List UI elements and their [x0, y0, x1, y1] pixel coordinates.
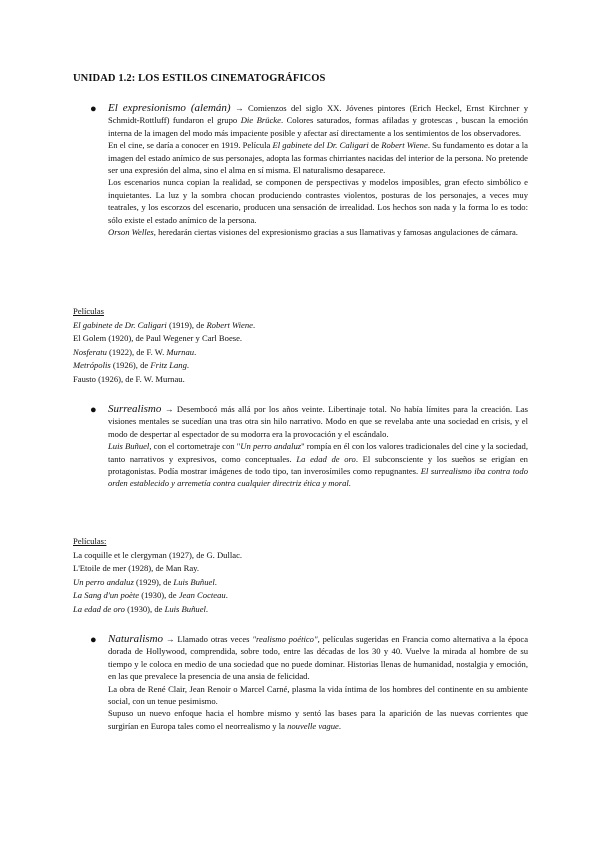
paragraph: La obra de René Clair, Jean Renoir o Marcel Carné, plasma la vida íntima de los hombres del continente en su ambiente social, con un tenue pesimismo.: [108, 683, 528, 707]
arrow: →: [163, 634, 178, 644]
film-list-label: Películas:: [73, 536, 107, 546]
paragraph: Los escenarios nunca copian la realidad, se componen de perspectivas y modelos imposibles, gran efecto simbólico e inquietantes. La luz y la sombra chocan produciendo contrastes violentos, posturas de los personajes, a veces muy teatrales, y los escorzos del escenario, producen una sensación de irrealidad. Los hechos son nada y la forma lo es todo: sólo existe el estado anímico de la persona.: [108, 177, 528, 225]
italic-text: La Sang d'un poète: [73, 590, 140, 600]
paragraph: [108, 139, 528, 176]
text: El Golem (1920), de Paul Wegener y Carl Boese.: [73, 333, 243, 343]
paragraph: [108, 102, 528, 139]
paragraph: [108, 403, 528, 440]
arrow: →: [230, 103, 248, 113]
film-item: [73, 589, 373, 603]
text: .: [338, 720, 341, 731]
paragraph: [108, 707, 528, 732]
italic-text: nouvelle vague: [287, 720, 339, 731]
text: Fausto (1926), de F. W. Murnau.: [73, 373, 185, 384]
text: .: [214, 576, 217, 587]
text: L'Etoile de mer (1928), de Man Ray.: [73, 563, 200, 573]
italic-text: El gabinete del Dr. Caligari: [272, 140, 369, 151]
italic-text: El gabinete de Dr. Caligari: [73, 319, 167, 330]
italic-text: El surrealismo iba contra todo orden establecido y arremetía contra cualquier directriz ética y moral.: [108, 466, 528, 489]
film-item: [73, 332, 373, 346]
film-item: [73, 549, 373, 563]
italic-text: Jean Cocteau: [178, 590, 226, 600]
page-title: UNIDAD 1.2: LOS ESTILOS CINEMATOGRÁFICOS: [73, 73, 326, 84]
text: .: [194, 346, 197, 357]
section-surrealismo: [108, 403, 528, 490]
text: En el cine, se daría a conocer en 1919. Película: [108, 140, 273, 151]
italic-text: Un perro andaluz: [240, 441, 302, 452]
italic-text: "realismo poético": [252, 634, 318, 644]
italic-text: Nosferatu: [73, 346, 107, 357]
text: , con el cortometraje con ": [149, 441, 241, 452]
section-heading: Naturalismo: [108, 633, 164, 645]
film-list-1: [73, 305, 373, 386]
film-item: [73, 373, 373, 387]
italic-text: Fritz Lang: [150, 360, 187, 370]
text: Supuso un nuevo enfoque hacia el hombre mismo y sentó las bases para la aparición de las nuevas corrientes que surgirían en Europa tales como el neorrealismo y la: [108, 708, 528, 731]
text: La coquille et le clergyman (1927), de G. Dullac.: [73, 549, 243, 560]
text: .: [252, 319, 256, 330]
text: (1930), de: [139, 590, 179, 600]
section-naturalismo: [108, 633, 528, 732]
text: . Colores saturados, formas afiladas y grotescas , buscan la emoción interna de la imagen del modo más impaciente posible y afectar así directamente a los sentimientos de los observadores.: [108, 115, 529, 138]
italic-text: La edad de oro: [73, 603, 125, 614]
text: (1930), de: [124, 603, 165, 614]
film-item: [73, 319, 373, 333]
text: . Su fundamento es dotar a la imagen del estado anímico de sus personajes, adopta las formas chirriantes nacidas del interior de la persona. No pretende ser una expresión del alma, sino el alma en sí misma. El naturalismo desaparece.: [108, 140, 528, 176]
text: .: [186, 360, 190, 370]
text: Comienzos del siglo XX. Jóvenes pintores (Erich Heckel, Ernst Kirchner y Schmidt-Rottluff) fundaron el grupo: [108, 103, 529, 126]
paragraph: [108, 633, 528, 683]
text: (1926), de: [110, 360, 151, 370]
film-item: [73, 346, 373, 360]
text: .: [205, 603, 209, 614]
film-item: [73, 576, 373, 590]
italic-text: Die Brücke: [240, 115, 281, 126]
bullet-marker: ●: [90, 404, 97, 416]
italic-text: Luis Buñuel: [164, 603, 206, 614]
paragraph: [108, 440, 528, 490]
film-list-label: Películas: [73, 306, 105, 316]
text: . El subconsciente y los sueños se erigían en protagonistas. Podía mostrar imágenes de todo tipo, tan inverosímiles como repugnantes.: [108, 453, 528, 477]
film-item: [73, 359, 373, 373]
italic-text: Un perro andaluz: [73, 576, 134, 587]
text: , heredarán ciertas visiones del expresionismo gracias a sus llamativas y famosas angulaciones de cámara.: [153, 227, 518, 238]
text: " rompía en él con los valores tradicionales del cine y la sociedad, tanto narrativos y expresivos, como conceptuales.: [108, 441, 528, 464]
italic-text: Metrópolis: [73, 360, 111, 370]
text: (1919), de: [166, 319, 207, 330]
section-heading: Surrealismo: [108, 403, 162, 415]
film-list-2: [73, 535, 373, 616]
section-expresionismo: [108, 102, 528, 238]
section-heading: El expresionismo (alemán): [108, 102, 231, 114]
italic-text: Robert Wiene: [206, 319, 253, 330]
text: (1922), de F. W.: [106, 346, 167, 357]
text: , películas sugeridas en Francia como alternativa a la época dorada de Hollywood, comprendida, sobre todo, entre las décadas de los 30 y 40. Vuelve la mirada al hombre de su tiempo y le coloca en medio de una sociedad que no puede dominar. Historias llenas de humanidad, nostalgia y emoción, en las que prevalece la presencia de una ansia de felicidad.: [108, 634, 529, 682]
text: Llamado otras veces: [177, 634, 253, 644]
arrow: →: [161, 404, 177, 414]
bullet-marker: ●: [90, 634, 97, 646]
text: de: [368, 140, 382, 151]
italic-text: Robert Wiene: [381, 140, 428, 151]
italic-text: Luis Buñuel: [108, 441, 150, 452]
film-item: [73, 562, 373, 576]
italic-text: Orson Welles: [108, 227, 154, 238]
text: (1929), de: [133, 576, 174, 587]
paragraph: [108, 226, 528, 238]
italic-text: Murnau: [166, 346, 195, 357]
text: Desembocó más allá por los años veinte. Libertinaje total. No había límites para la creación. Las visiones mentales se sucedían una tras otra sin hilo narrativo. Modo en que se revelaba ante una sociedad en crisis, y el modo de despertar al espectador de su modorra era la provocación y el escándalo.: [108, 404, 528, 439]
text: .: [225, 590, 228, 600]
film-item: [73, 603, 373, 617]
italic-text: La edad de oro: [296, 453, 356, 464]
bullet-marker: ●: [90, 103, 97, 115]
italic-text: Luis Buñuel: [173, 576, 215, 587]
